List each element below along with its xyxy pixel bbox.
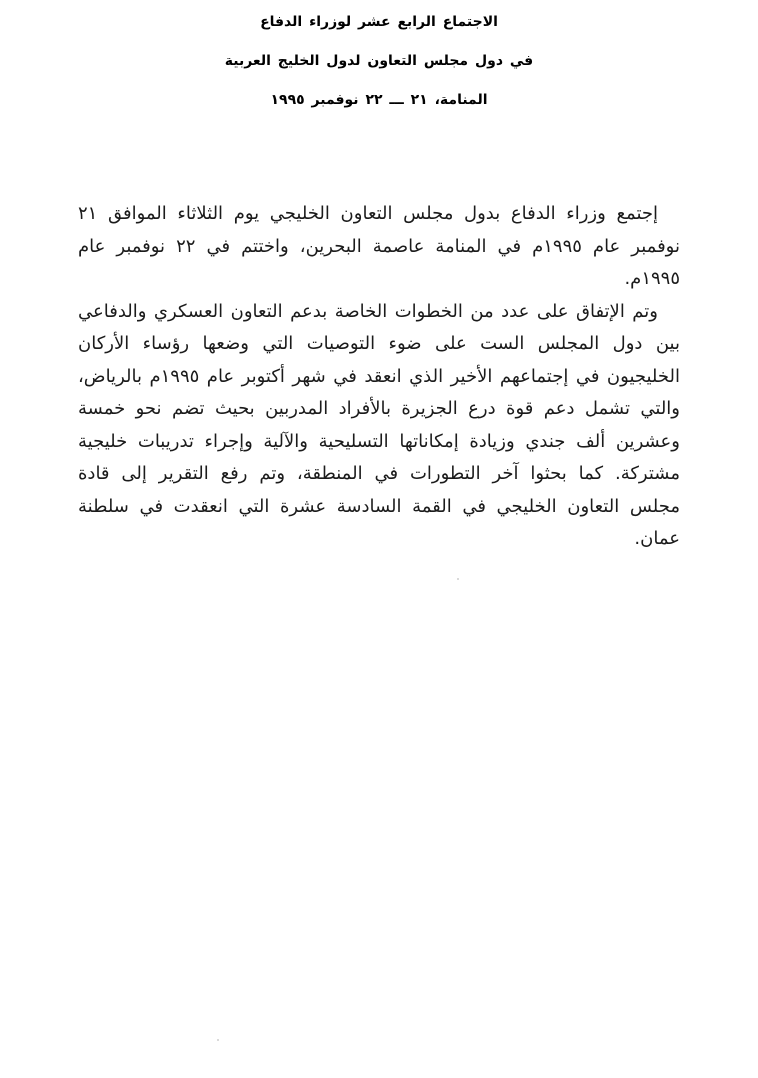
title-line-place-date: المنامة، ٢١ ـــ ٢٢ نوفمبر ١٩٩٥ — [270, 92, 488, 108]
paragraph-agreement-details: وتم الإتفاق على عدد من الخطوات الخاصة بدعم التعاون العسكري والدفاعي بين دول المجلس الست على ضوء التوصيات التي وضعها رؤساء الأركان الخليجيون في إجتماعهم الأخير الذي انعقد في شهر أكتوبر عام ١٩٩٥م بالرياض، والتي تشمل دعم قوة درع الجزيرة بالأفراد المدربين بحيث تضم نحو خمسة وعشرين ألف جندي وزيادة إمكاناتها التسليحية والآلية وإجراء تدريبات خليجية مشتركة. كما بحثوا آخر التطورات في المنطقة، وتم رفع التقرير إلى قادة مجلس التعاون الخليجي في القمة السادسة عشرة التي انعقدت في سلطنة عمان. — [78, 300, 680, 549]
title-line-meeting-name: الاجتماع الرابع عشر لوزراء الدفاع — [260, 14, 498, 30]
scan-artifact-dot — [457, 578, 459, 580]
paragraph-meeting-dates: إجتمع وزراء الدفاع بدول مجلس التعاون الخليجي يوم الثلاثاء الموافق ٢١ نوفمبر عام ١٩٩٥م في المنامة عاصمة البحرين، واختتم في ٢٢ نوفمبر عام ١٩٩٥م. — [78, 203, 680, 289]
document-title-block — [0, 0, 758, 110]
title-line-organization: في دول مجلس التعاون لدول الخليج العربية — [224, 53, 534, 69]
scan-artifact-dot — [217, 1039, 219, 1041]
document-body — [0, 198, 758, 556]
